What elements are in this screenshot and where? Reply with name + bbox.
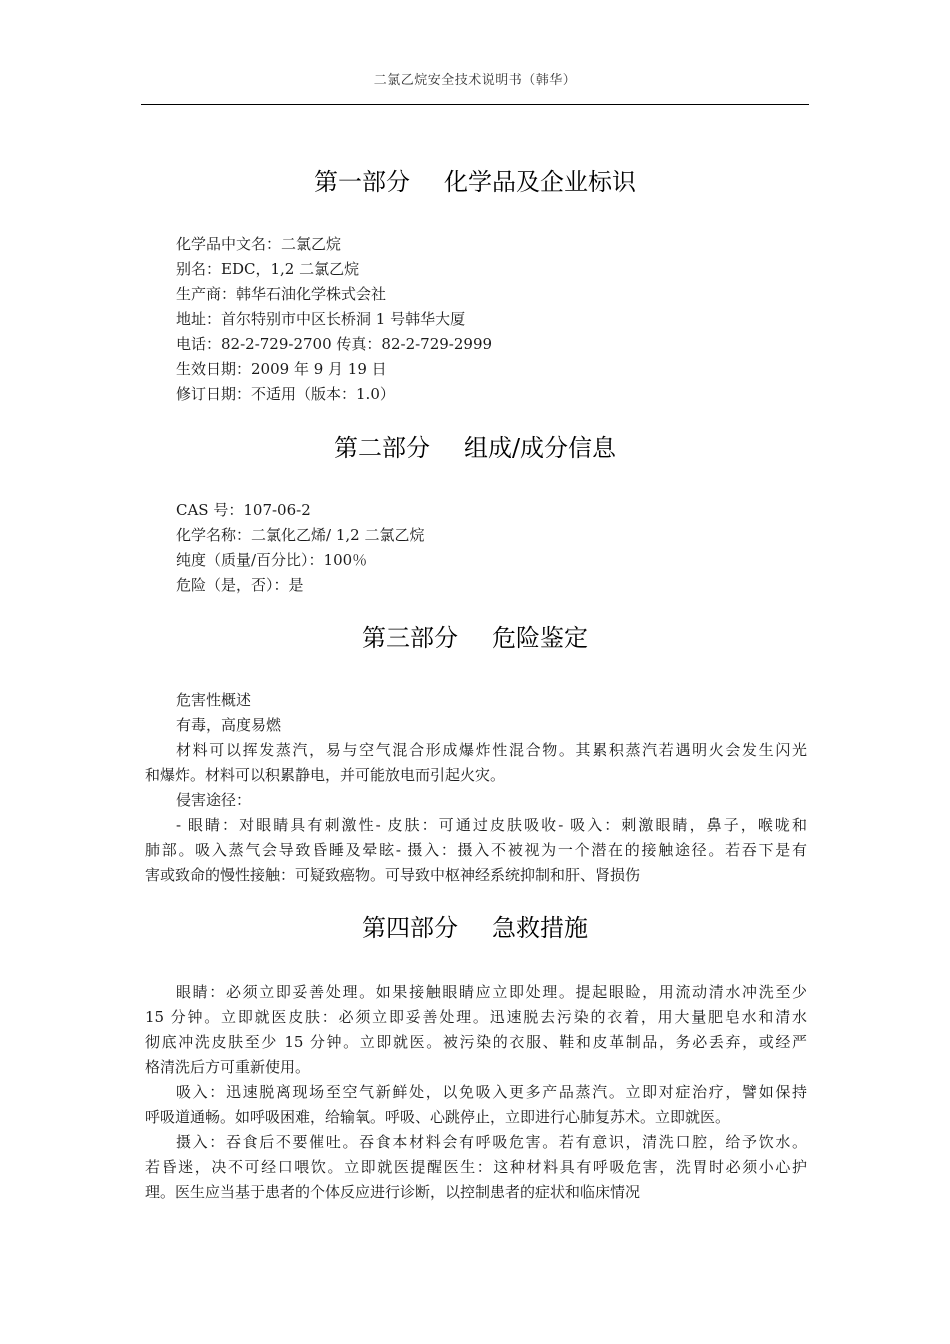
field-hazardous: 危险（是，否）：是 (176, 576, 304, 594)
field-manufacturer: 生产商：韩华石油化学株式会社 (176, 285, 387, 303)
first-aid-inhalation-line: 呼吸道通畅。如呼吸困难，给输氧。呼吸、心跳停止，立即进行心肺复苏术。立即就医。 (145, 1108, 731, 1126)
section-3-title (0, 618, 950, 653)
first-aid-skin-line: 彻底冲洗皮肤至少 15 分钟。立即就医。被污染的衣服、鞋和皮革制品，务必丢弃，或经严 (145, 1033, 807, 1051)
exposure-paragraph-line: - 眼睛：对眼睛具有刺激性- 皮肤：可通过皮肤吸收- 吸入：刺激眼睛，鼻子，喉咙和 (176, 816, 807, 834)
page-header: 二氯乙烷安全技术说明书（韩华） (373, 73, 577, 88)
section-3-number: 第三部分 (362, 624, 458, 652)
first-aid-eyes-line: 15 分钟。立即就医皮肤：必须立即妥善处理。迅速脱去污染的衣着，用大量肥皂水和清水 (145, 1008, 807, 1026)
section-1-fields (176, 232, 816, 407)
field-alias: 别名：EDC，1,2 二氯乙烷 (176, 260, 360, 278)
section-4-number: 第四部分 (362, 914, 458, 942)
field-address: 地址：首尔特别市中区长桥洞 1 号韩华大厦 (176, 310, 466, 328)
header-rule (141, 104, 809, 105)
section-4-heading: 急救措施 (492, 914, 588, 942)
exposure-paragraph-line: 肺部。吸入蒸气会导致昏睡及晕眩- 摄入：摄入不被视为一个潜在的接触途径。若吞下是有 (145, 841, 807, 859)
exposure-paragraph-line: 害或致命的慢性接触：可疑致癌物。可导致中枢神经系统抑制和肝、肾损伤 (145, 866, 641, 884)
first-aid-ingestion-line: 摄入：吞食后不要催吐。吞食本材料会有呼吸危害。若有意识，清洗口腔，给予饮水。 (176, 1133, 807, 1151)
hazard-paragraph-line: 和爆炸。材料可以积累静电，并可能放电而引起火灾。 (145, 766, 506, 784)
first-aid-skin-line: 格清洗后方可重新使用。 (145, 1058, 311, 1076)
section-2-fields (176, 498, 816, 598)
hazard-classification: 有毒，高度易燃 (176, 716, 282, 734)
section-4-title (0, 908, 950, 943)
section-1-title (0, 162, 950, 197)
first-aid-ingestion-line: 若昏迷，决不可经口喂饮。立即就医提醒医生：这种材料具有呼吸危害，洗胃时必须小心护 (145, 1158, 807, 1176)
exposure-routes-label: 侵害途径： (176, 791, 252, 809)
field-effective-date: 生效日期：2009 年 9 月 19 日 (176, 360, 387, 378)
hazard-paragraph-line: 材料可以挥发蒸汽，易与空气混合形成爆炸性混合物。其累积蒸汽若遇明火会发生闪光 (176, 741, 807, 759)
section-1-number: 第一部分 (314, 168, 410, 196)
field-cas-number: CAS 号：107-06-2 (176, 501, 311, 519)
field-purity: 纯度（质量/百分比）：100％ (176, 551, 368, 569)
first-aid-inhalation-line: 吸入：迅速脱离现场至空气新鲜处，以免吸入更多产品蒸汽。立即对症治疗，譬如保持 (176, 1083, 807, 1101)
section-4-body (145, 980, 807, 1205)
hazard-overview-label: 危害性概述 (176, 691, 252, 709)
section-2-heading: 组成/成分信息 (463, 434, 617, 462)
section-3-body (145, 688, 807, 888)
section-3-heading: 危险鉴定 (492, 624, 588, 652)
field-chinese-name: 化学品中文名：二氯乙烷 (176, 235, 342, 253)
first-aid-eyes-line: 眼睛：必须立即妥善处理。如果接触眼睛应立即处理。提起眼睑，用流动清水冲洗至少 (176, 983, 807, 1001)
section-2-title (0, 428, 950, 463)
section-1-heading: 化学品及企业标识 (444, 168, 636, 196)
first-aid-ingestion-line: 理。医生应当基于患者的个体反应进行诊断，以控制患者的症状和临床情况 (145, 1183, 641, 1201)
field-chemical-name: 化学名称：二氯化乙烯/ 1,2 二氯乙烷 (176, 526, 425, 544)
field-phone-fax: 电话：82-2-729-2700 传真：82-2-729-2999 (176, 335, 493, 353)
section-2-number: 第二部分 (333, 434, 430, 462)
field-revision-date: 修订日期：不适用（版本：1.0） (176, 385, 395, 403)
